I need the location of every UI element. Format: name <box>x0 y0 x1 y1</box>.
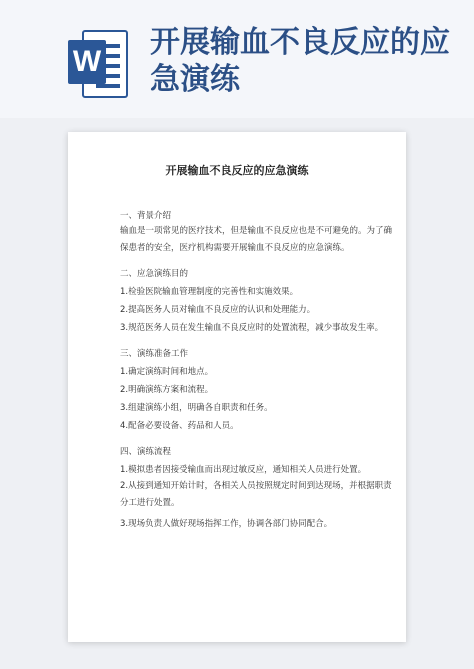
word-letter-badge: W <box>68 40 106 84</box>
paragraph: 输血是一项常见的医疗技术，但是输血不良反应也是不可避免的。为了确保患者的安全，医疗机构需要开展输血不良反应的应急演练。 <box>120 226 393 253</box>
header-banner <box>0 0 474 118</box>
document-page <box>68 132 406 642</box>
list-item: 1.模拟患者因接受输血而出现过敏反应，通知相关人员进行处置。 <box>120 465 367 475</box>
word-document-icon <box>68 30 130 98</box>
section-heading: 一、背景介绍 <box>120 211 172 221</box>
header-title: 开展输血不良反应的应急演练 <box>150 25 450 97</box>
list-item: 4.配备必要设备、药品和人员。 <box>120 421 239 431</box>
list-item: 3.组建演练小组，明确各自职责和任务。 <box>120 403 273 413</box>
list-item: 2.提高医务人员对输血不良反应的认识和处理能力。 <box>120 305 316 315</box>
list-item: 2.从接到通知开始计时，各相关人员按照规定时间到达现场，并根据职责分工进行处置。 <box>120 481 392 508</box>
list-item: 3.现场负责人做好现场指挥工作，协调各部门协同配合。 <box>120 519 333 529</box>
section-heading: 三、演练准备工作 <box>120 349 189 359</box>
section-heading: 四、演练流程 <box>120 447 172 457</box>
list-item: 3.规范医务人员在发生输血不良反应时的处置流程，减少事故发生率。 <box>120 323 384 333</box>
section-heading: 二、应急演练目的 <box>120 269 189 279</box>
list-item: 1.确定演练时间和地点。 <box>120 367 214 377</box>
document-title: 开展输血不良反应的应急演练 <box>165 164 309 177</box>
list-item: 1.检验医院输血管理制度的完善性和实施效果。 <box>120 287 299 297</box>
document-line-icon <box>96 84 120 88</box>
list-item: 2.明确演练方案和流程。 <box>120 385 214 395</box>
